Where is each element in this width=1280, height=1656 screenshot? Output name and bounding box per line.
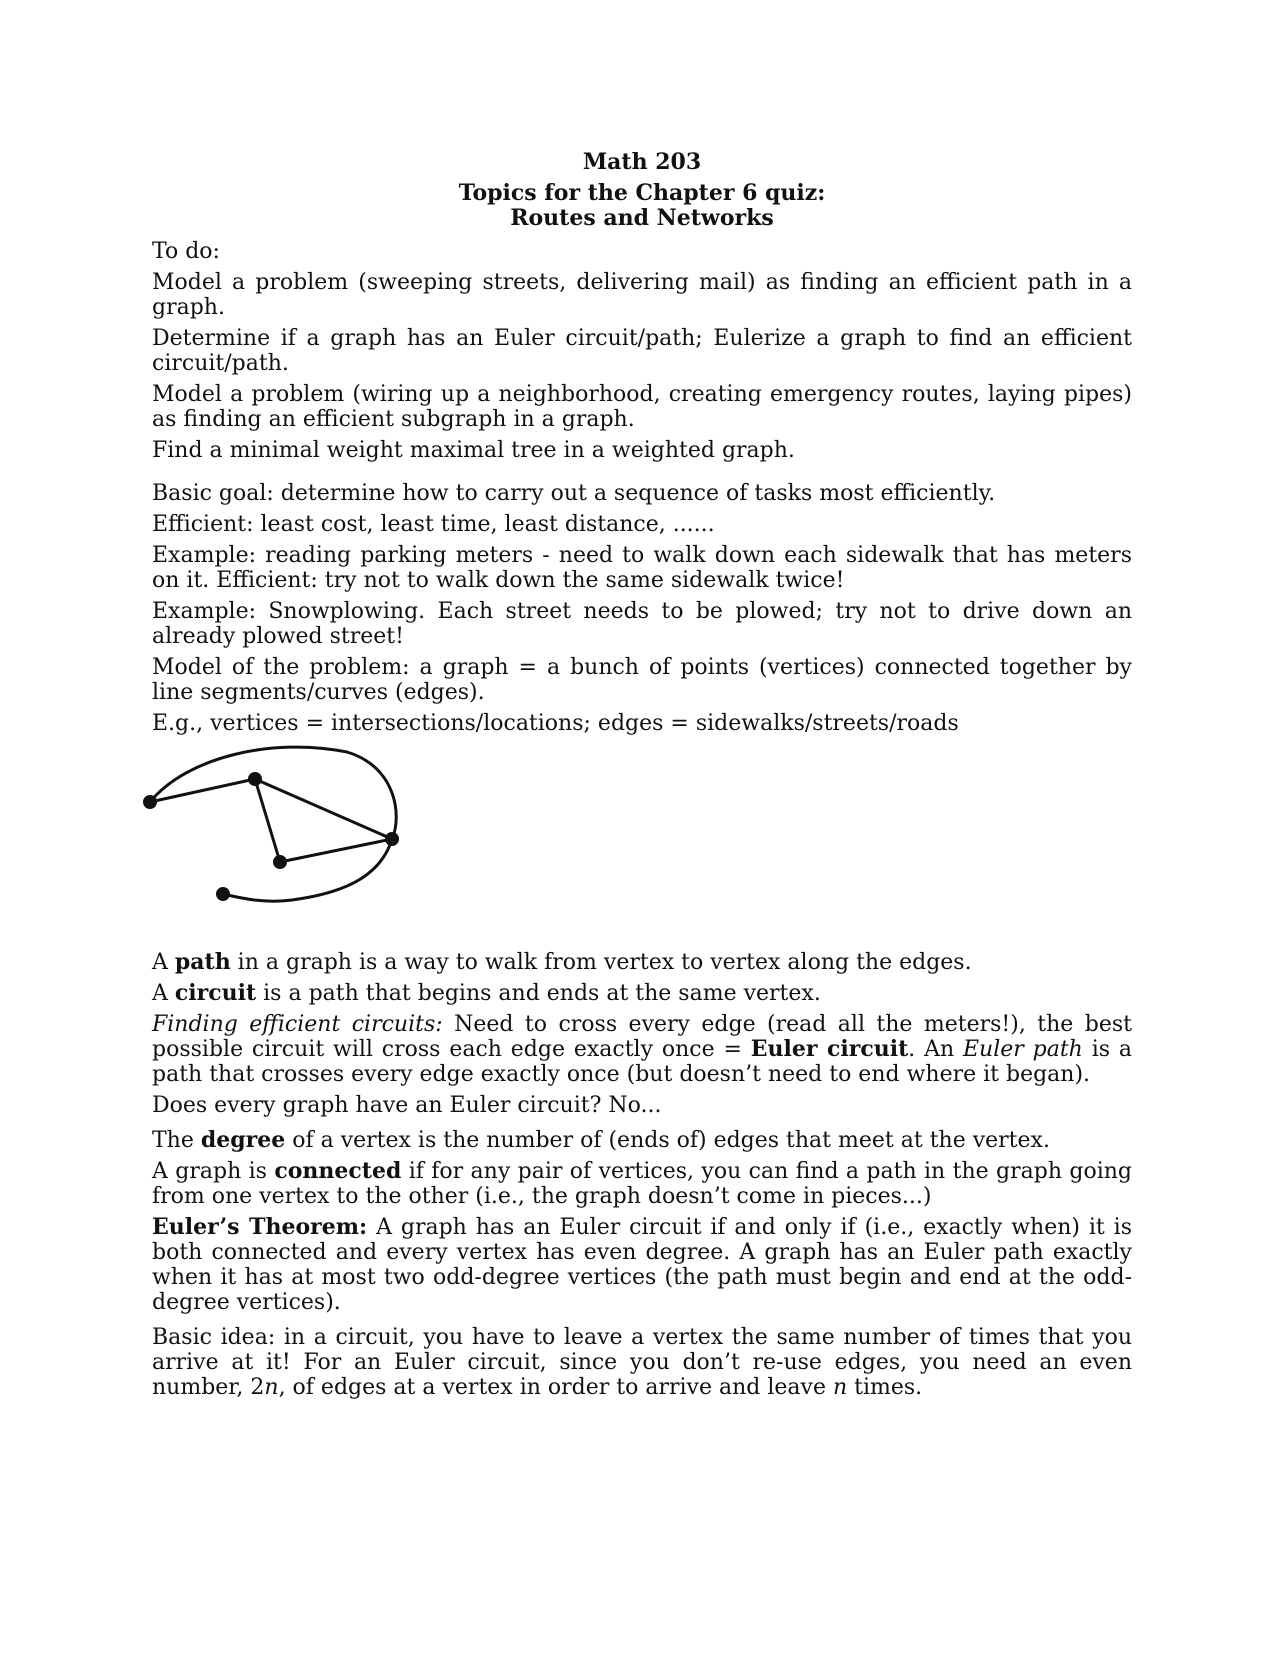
graph-vertex <box>216 887 230 901</box>
basic-goal: Basic goal: determine how to carry out a sequence of tasks most efficiently. <box>152 481 996 506</box>
connected-post: if for any pair of vertices, you can find a path in the graph going from one vertex to the other (i.e., the graph doesn’t come in pieces...) <box>152 1159 1132 1209</box>
document-page <box>152 150 1132 1406</box>
graph-vertex <box>143 795 157 809</box>
todo-item: Find a minimal weight maximal tree in a weighted graph. <box>152 438 795 463</box>
todo-item: Determine if a graph has an Euler circuit/path; Eulerize a graph to find an efficient circuit/path. <box>152 326 1132 376</box>
graph-vertex <box>273 855 287 869</box>
graph-edge <box>280 839 392 862</box>
graph-vertex <box>385 832 399 846</box>
idea-text-2: , of edges at a vertex in order to arrive and leave <box>278 1375 833 1400</box>
idea-n-1: n <box>264 1375 279 1400</box>
path-pre: A <box>152 950 175 975</box>
degree-pre: The <box>152 1128 201 1153</box>
euler-question: Does every graph have an Euler circuit? No... <box>152 1093 662 1118</box>
circuit-pre: A <box>152 981 175 1006</box>
circuit-post: is a path that begins and ends at the same vertex. <box>256 981 821 1006</box>
path-definition <box>152 950 1132 975</box>
euler-path-term: Euler path <box>962 1037 1083 1062</box>
finding-text-1: Need to cross every edge (read all the meters!), the best possible circuit will cross each edge exactly once = <box>152 1012 1132 1062</box>
topic-title: Routes and Networks <box>510 205 774 231</box>
degree-definition <box>152 1128 1132 1153</box>
basic-idea <box>152 1325 1132 1400</box>
graph-example: E.g., vertices = intersections/locations; edges = sidewalks/streets/roads <box>152 711 959 736</box>
todo-heading: To do: <box>152 239 220 264</box>
circuit-definition <box>152 981 1132 1006</box>
todo-item: Model a problem (wiring up a neighborhood, creating emergency routes, laying pipes) as finding an efficient subgraph in a graph. <box>152 382 1132 432</box>
graph-figure <box>142 742 442 942</box>
finding-text-3: is a path that crosses every edge exactly once (but doesn’t need to end where it began). <box>152 1037 1132 1087</box>
efficient-circuits <box>152 1012 1132 1087</box>
path-post: in a graph is a way to walk from vertex to vertex along the edges. <box>230 950 972 975</box>
path-term: path <box>174 949 231 975</box>
example-snowplowing: Example: Snowplowing. Each street needs to be plowed; try not to drive down an already plowed street! <box>152 599 1132 649</box>
example-parking-meters: Example: reading parking meters - need to walk down each sidewalk that has meters on it. Efficient: try not to walk down the same sidewalk twice! <box>152 543 1132 593</box>
quiz-subtitle: Topics for the Chapter 6 quiz: <box>458 180 826 206</box>
theorem-text: A graph has an Euler circuit if and only if (i.e., exactly when) it is both connected and every vertex has even degree. A graph has an Euler path exactly when it has at most two odd-degree vertices (the path must begin and end at the odd-degree vertices). <box>152 1215 1132 1315</box>
graph-edge <box>255 779 392 839</box>
euler-circuit-term: Euler circuit <box>750 1036 909 1062</box>
connected-definition <box>152 1159 1132 1209</box>
circuit-term: circuit <box>174 980 257 1006</box>
theorem-label: Euler’s Theorem: <box>152 1214 368 1240</box>
graph-edge <box>255 779 280 862</box>
todo-item: Model a problem (sweeping streets, delivering mail) as finding an efficient path in a graph. <box>152 270 1132 320</box>
graph-edge <box>223 839 392 901</box>
efficient-definition: Efficient: least cost, least time, least distance, ...... <box>152 512 715 537</box>
title-block <box>152 150 1132 231</box>
euler-theorem <box>152 1215 1132 1315</box>
graph-edge <box>150 779 255 802</box>
degree-post: of a vertex is the number of (ends of) edges that meet at the vertex. <box>285 1128 1050 1153</box>
graph-model: Model of the problem: a graph = a bunch of points (vertices) connected together by line segments/curves (edges). <box>152 655 1132 705</box>
finding-label: Finding efficient circuits: <box>152 1012 443 1037</box>
connected-pre: A graph is <box>152 1159 275 1184</box>
idea-text-3: times. <box>847 1375 923 1400</box>
graph-vertex <box>248 772 262 786</box>
finding-text-2: . An <box>908 1037 963 1062</box>
idea-n-2: n <box>832 1375 848 1400</box>
idea-text-1: Basic idea: in a circuit, you have to leave a vertex the same number of times that you arrive at it! For an Euler circuit, since you don’t re-use edges, you need an even number, 2 <box>152 1325 1132 1400</box>
graph-diagram <box>142 742 442 942</box>
course-title: Math 203 <box>582 149 702 175</box>
degree-term: degree <box>200 1127 286 1153</box>
connected-term: connected <box>274 1158 402 1184</box>
